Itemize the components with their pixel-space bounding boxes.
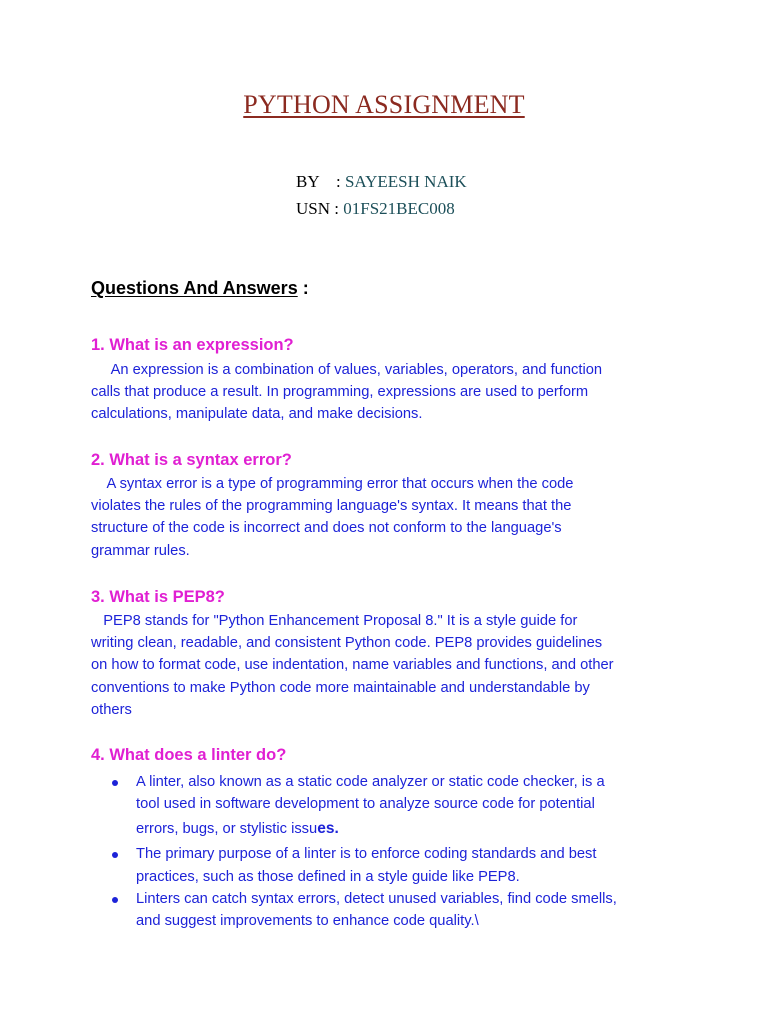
- question-1: 1. What is an expression?: [91, 336, 294, 354]
- answer-line: An expression is a combination of values, variables, operators, and function: [91, 362, 603, 378]
- bullet-icon: [112, 852, 118, 858]
- answer-line: others: [91, 701, 132, 718]
- section-heading-text: Questions And Answers: [91, 278, 298, 298]
- answer-line: A syntax error is a type of programming error that occurs when the code: [91, 476, 574, 492]
- bullet-icon: [112, 897, 118, 903]
- answer-3: [91, 610, 691, 721]
- document-title: PYTHON ASSIGNMENT: [243, 90, 525, 119]
- answer-line: grammar rules.: [91, 542, 190, 559]
- usn-label: USN :: [296, 199, 344, 218]
- list-item: [112, 888, 712, 932]
- bullet-line: The primary purpose of a linter is to enforce coding standards and best: [136, 846, 597, 863]
- answer-line: structure of the code is incorrect and does not conform to the language's: [91, 520, 562, 537]
- bullet-line: practices, such as those defined in a style guide like PEP8.: [136, 868, 520, 885]
- section-heading: [91, 278, 309, 299]
- author-name: SAYEESH NAIK: [344, 172, 467, 191]
- section-heading-suffix: :: [297, 278, 309, 298]
- bullet-line: tool used in software development to analyze source code for potential: [136, 796, 595, 813]
- answer-1: [91, 359, 691, 426]
- answer-line: conventions to make Python code more maintainable and understandable by: [91, 679, 590, 696]
- list-item: [112, 771, 712, 843]
- usn-row: [296, 195, 467, 222]
- question-2: 2. What is a syntax error?: [91, 451, 292, 469]
- answer-line: calls that produce a result. In programming, expressions are used to perform: [91, 384, 589, 401]
- answer-line: writing clean, readable, and consistent Python code. PEP8 provides guidelines: [91, 635, 603, 652]
- usn-value: 01FS21BEC008: [343, 199, 455, 218]
- by-label: BY :: [296, 172, 345, 191]
- question-4: 4. What does a linter do?: [91, 746, 287, 764]
- list-item: [112, 843, 712, 887]
- answer-line: violates the rules of the programming language's syntax. It means that the: [91, 498, 572, 515]
- question-3: 3. What is PEP8?: [91, 588, 225, 606]
- answer-line: PEP8 stands for "Python Enhancement Proposal 8." It is a style guide for: [91, 613, 578, 629]
- bullet-line: A linter, also known as a static code analyzer or static code checker, is a: [136, 774, 605, 790]
- emphasis-tail: es.: [317, 820, 339, 838]
- answer-line: calculations, manipulate data, and make decisions.: [91, 406, 423, 423]
- linter-bullet-list: [112, 771, 712, 932]
- author-name-row: [296, 168, 467, 195]
- bullet-icon: [112, 780, 118, 786]
- bullet-line-with-emphasis: [136, 815, 712, 843]
- bullet-line: Linters can catch syntax errors, detect unused variables, find code smells,: [136, 890, 617, 907]
- bullet-line: and suggest improvements to enhance code quality.\: [136, 913, 479, 930]
- answer-2: [91, 473, 691, 562]
- bullet-line: errors, bugs, or stylistic issu: [136, 821, 318, 838]
- author-block: [296, 168, 467, 222]
- answer-line: on how to format code, use indentation, name variables and functions, and other: [91, 657, 614, 674]
